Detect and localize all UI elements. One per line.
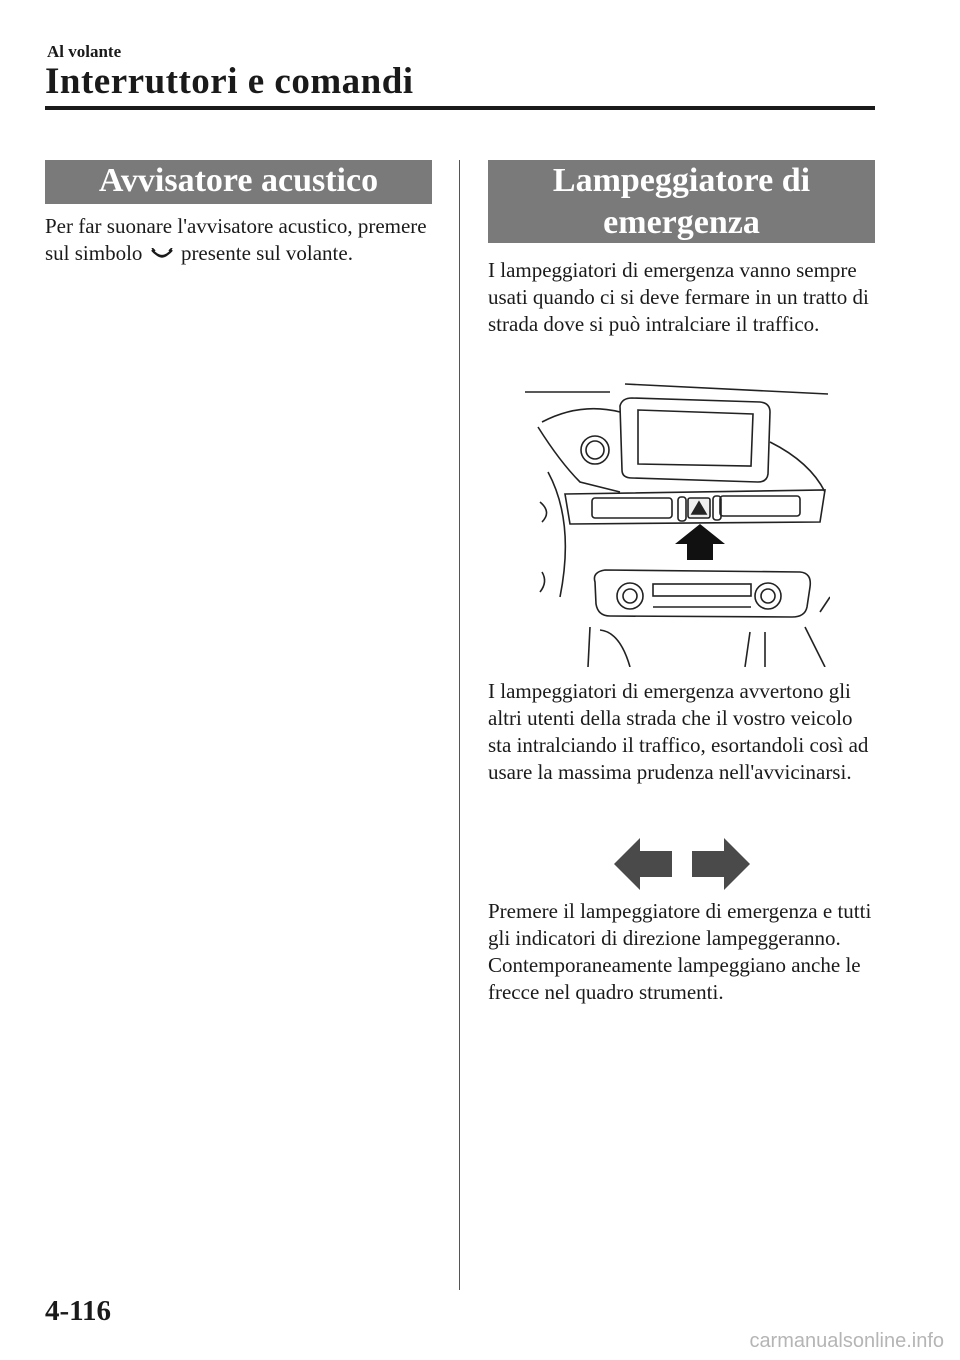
section-heading-horn-text: Avvisatore acustico [98,162,379,199]
column-divider [459,160,460,1290]
section-heading-hazard-line2: emergenza [603,204,760,241]
horn-text-before: Per far suonare l'avvisatore acustico, premere sul simbolo [45,214,427,265]
turn-indicator-arrows [614,838,750,890]
section-heading-hazard-line1: Lampeggiatore di [552,162,811,199]
hazard-paragraph-2: I lampeggiatori di emergenza avvertono gli altri utenti della strada che il vostro veicolo sta intralciando il traffico, esortandoli così ad usare la massima prudenza nell'avvicinarsi. [488,679,869,784]
dashboard-hazard-switch-illustration [520,382,830,667]
section-heading-hazard [488,160,875,243]
left-arrow-icon [614,838,672,890]
hazard-paragraph-3: Premere il lampeggiatore di emergenza e tutti gli indicatori di direzione lampeggeranno. Contemporaneamente lampeggiano anche le frecce nel quadro strumenti. [488,899,872,1004]
chapter-title: Interruttori e comandi [45,61,414,102]
hazard-paragraph-1: I lampeggiatori di emergenza vanno sempre usati quando ci si deve fermare in un tratto di strada dove si può intralciare il traffico. [488,258,869,336]
page-number: 4-116 [45,1295,112,1327]
horn-icon [150,248,174,262]
horn-paragraph [45,213,435,267]
section-heading-horn [45,160,432,204]
watermark: carmanualsonline.info [749,1330,944,1352]
chapter-section-label: Al volante [47,42,122,61]
horn-text-after: presente sul volante. [180,241,353,265]
right-arrow-icon [692,838,750,890]
chapter-rule [45,106,875,110]
